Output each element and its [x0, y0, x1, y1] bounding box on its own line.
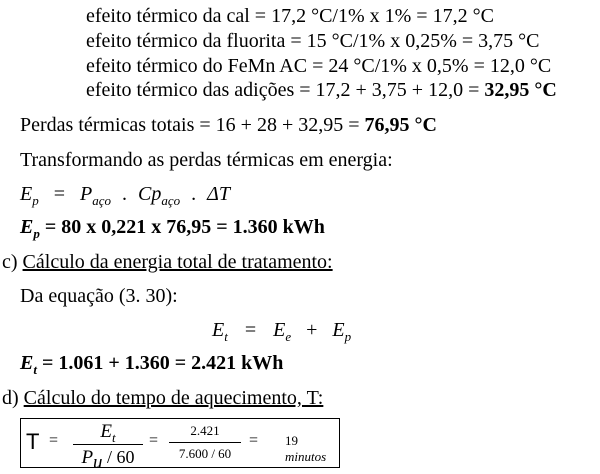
- section-c-heading: c) Cálculo da energia total de tratamento:: [2, 251, 333, 273]
- ep-result: $E_p = 80$ x 0,221 x 76,95 = 1.360 kWh: [20, 216, 325, 241]
- thermal-effect-femn: efeito térmico do FeMn AC = 24 °C/1% x 0,5% = 12,0 °C: [86, 55, 552, 77]
- equals-sign: =: [249, 432, 259, 449]
- ep-formula: $E_p = P_{aço}$ . $Cp_{aço}$ . ΔT: [20, 183, 230, 208]
- fraction-numeric: 2.421 7.600 / 60: [169, 422, 241, 463]
- total-losses-result: 76,95 °C: [364, 114, 437, 136]
- equals-sign: =: [49, 432, 59, 449]
- heating-time-formula-box: [20, 418, 340, 473]
- total-losses-line: Perdas térmicas totais = 16 + 28 + 32,95 = 76,95 °C: [20, 114, 437, 136]
- equation-reference: Da equação (3. 30):: [20, 285, 178, 307]
- et-formula: $E_t = E_e + E_p$: [212, 319, 352, 344]
- heating-time-result: 19 minutos: [285, 433, 327, 464]
- adicoes-result: 32,95 °C: [484, 79, 557, 101]
- thermal-effect-cal: efeito térmico da cal = 17,2 °C/1% x 1% = 17,2 °C: [86, 5, 494, 27]
- equals-sign: =: [149, 432, 159, 449]
- time-symbol: T: [26, 429, 40, 454]
- section-d-heading: d) Cálculo do tempo de aquecimento, T:: [2, 387, 324, 409]
- et-result: $E_t = 1.061 + 1.360 = 2.421$ kWh: [20, 352, 284, 377]
- thermal-effect-adicoes: efeito térmico das adições = 17,2 + 3,75 + 12,0 = 32,95 °C: [86, 79, 557, 101]
- thermal-effect-fluorita: efeito térmico da fluorita = 15 °C/1% x 0,25% = 3,75 °C: [86, 30, 540, 52]
- transform-text: Transformando as perdas térmicas em energia:: [20, 149, 393, 171]
- fraction-symbolic: $E_t$ $P_u / 60$: [73, 422, 143, 468]
